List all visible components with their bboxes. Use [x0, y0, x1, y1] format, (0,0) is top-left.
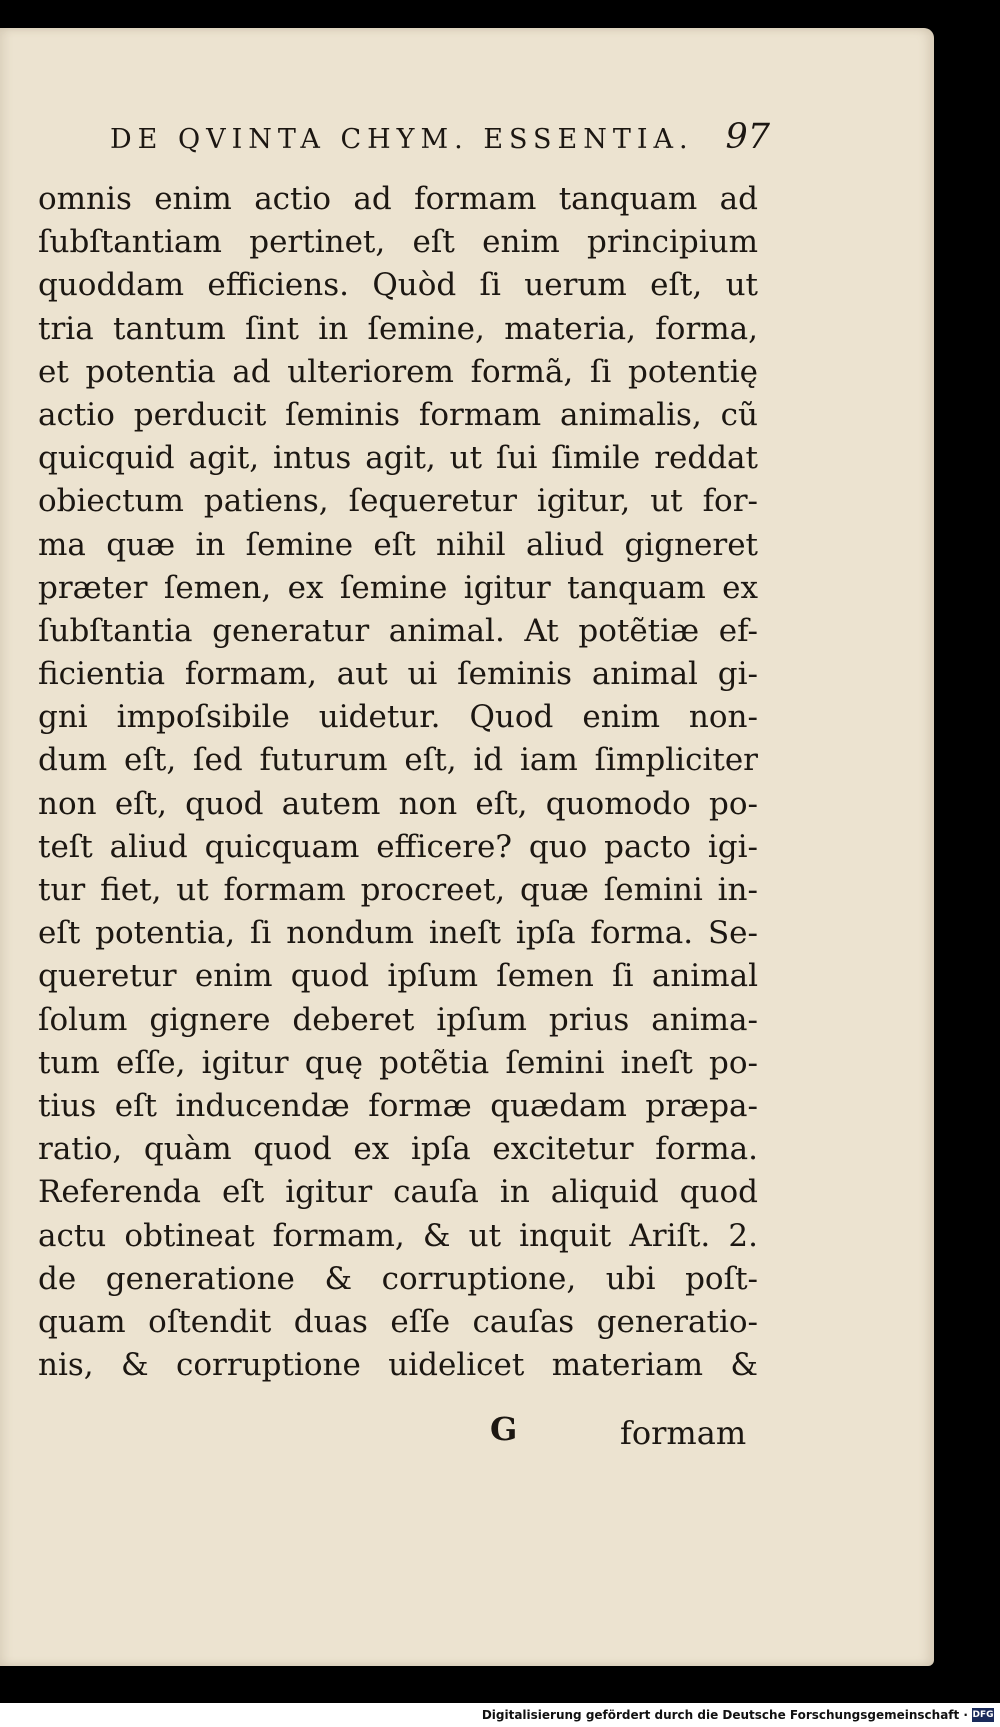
text-line: teſt aliud quicquam efficere? quo pacto igi-: [38, 828, 758, 865]
dfg-logo-icon: DFG: [972, 1710, 994, 1720]
text-line: gni impoſsibile uidetur. Quod enim non-: [38, 699, 758, 736]
text-line: tria tantum ſint in ſemine, materia, forma,: [38, 310, 758, 347]
text-line: de generatione & corruptione, ubi poſt-: [38, 1260, 758, 1297]
text-line: tum eſſe, igitur quę potẽtia ſemini ineſt po-: [38, 1044, 758, 1081]
text-line: dum eſt, ſed futurum eſt, id iam ſimpliciter: [38, 742, 758, 779]
text-line: quam oſtendit duas eſſe cauſas generatio-: [38, 1303, 758, 1340]
text-line: non eſt, quod autem non eſt, quomodo po-: [38, 785, 758, 822]
page-header: [110, 117, 770, 157]
text-line: nis, & corruptione uidelicet materiam &: [38, 1347, 758, 1384]
text-line: ratio, quàm quod ex ipſa excitetur forma.: [38, 1131, 758, 1168]
page-number: 97: [725, 117, 770, 157]
text-line: et potentia ad ulteriorem formã, ſi potentię: [38, 353, 758, 390]
text-line: obiectum patiens, ſequeretur igitur, ut for-: [38, 483, 758, 520]
text-line: ſubſtantia generatur animal. At potẽtiæ ef-: [38, 612, 758, 649]
text-line: quicquid agit, intus agit, ut ſui ſimile reddat: [38, 440, 758, 477]
text-line: tius eſt inducendæ formæ quædam præpa-: [38, 1087, 758, 1124]
signature-mark: G: [490, 1410, 518, 1448]
digitization-credit: Digitalisierung gefördert durch die Deutsche Forschungsgemeinschaft ·: [481, 1708, 968, 1722]
running-head: DE QVINTA CHYM. ESSENTIA.: [110, 124, 694, 155]
text-line: actu obtineat formam, & ut inquit Ariſt. 2.: [38, 1217, 758, 1254]
text-line: ſubſtantiam pertinet, eſt enim principium: [38, 224, 758, 261]
text-line: omnis enim actio ad formam tanquam ad: [38, 181, 758, 217]
text-line: tur fiet, ut formam procreet, quæ ſemini in-: [38, 872, 758, 908]
text-line: Referenda eſt igitur cauſa in aliquid quod: [38, 1174, 758, 1211]
text-line: actio perducit ſeminis formam animalis, cũ: [38, 396, 758, 433]
text-line: ficientia formam, aut ui ſeminis animal gi-: [38, 656, 758, 693]
body-text: [38, 178, 758, 1387]
text-line: queretur enim quod ipſum ſemen ſi animal: [38, 958, 758, 995]
text-line: præter ſemen, ex ſemine igitur tanquam ex: [38, 569, 758, 606]
text-line: quoddam efficiens. Quòd ſi uerum eſt, ut: [38, 267, 758, 304]
text-line: eſt potentia, ſi nondum ineſt ipſa forma. Se-: [38, 915, 758, 952]
catchword: formam: [620, 1414, 747, 1452]
text-line: ma quæ in ſemine eſt nihil aliud gigneret: [38, 526, 758, 563]
text-line: ſolum gignere deberet ipſum prius anima-: [38, 1001, 758, 1038]
